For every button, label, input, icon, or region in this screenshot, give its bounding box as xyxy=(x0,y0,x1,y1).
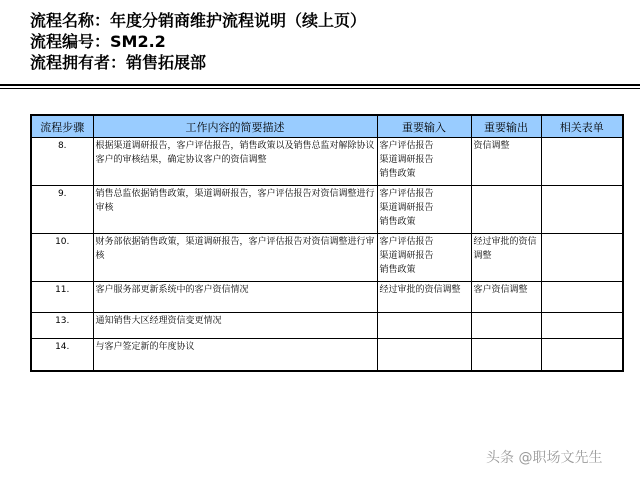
col-header-forms: 相关表单 xyxy=(541,115,623,138)
step-forms xyxy=(541,313,623,339)
step-number: 10. xyxy=(31,234,93,282)
step-inputs xyxy=(377,339,471,371)
step-output: 经过审批的资信调整 xyxy=(471,234,541,282)
step-number: 14. xyxy=(31,339,93,371)
input-item: 经过审批的资信调整 xyxy=(379,285,461,295)
step-inputs xyxy=(377,313,471,339)
step-output xyxy=(471,186,541,234)
step-output: 资信调整 xyxy=(471,138,541,186)
col-header-step: 流程步骤 xyxy=(31,115,93,138)
step-description: 销售总监依据销售政策，渠道调研报告，客户评估报告对资信调整进行审核 xyxy=(93,186,377,234)
input-item: 销售政策 xyxy=(379,217,416,227)
step-forms xyxy=(541,138,623,186)
step-description: 通知销售大区经理资信变更情况 xyxy=(93,313,377,339)
step-forms xyxy=(541,339,623,371)
table-row xyxy=(31,186,623,234)
watermark-text: 头条 @职场文先生 xyxy=(486,450,603,466)
step-output xyxy=(471,339,541,371)
input-item: 客户评估报告 xyxy=(379,141,434,151)
input-item: 销售政策 xyxy=(379,169,416,179)
process-table xyxy=(30,114,624,372)
step-description: 财务部依据销售政策，渠道调研报告，客户评估报告对资信调整进行审核 xyxy=(93,234,377,282)
input-item: 销售政策 xyxy=(379,265,416,275)
header-rule-thick xyxy=(0,84,640,86)
col-header-inputs: 重要输入 xyxy=(377,115,471,138)
step-forms xyxy=(541,186,623,234)
step-inputs xyxy=(377,282,471,313)
col-header-description: 工作内容的简要描述 xyxy=(93,115,377,138)
step-output: 客户资信调整 xyxy=(471,282,541,313)
input-item: 客户评估报告 xyxy=(379,237,434,247)
process-owner: 流程拥有者：销售拓展部 xyxy=(30,53,207,72)
header-rule-thin xyxy=(0,88,640,89)
step-number: 11. xyxy=(31,282,93,313)
step-description: 根据渠道调研报告，客户评估报告，销售政策以及销售总监对解除协议客户的审核结果，确定协议客户的资信调整 xyxy=(93,138,377,186)
step-forms xyxy=(541,282,623,313)
step-inputs xyxy=(377,234,471,282)
step-description: 客户服务部更新系统中的客户资信情况 xyxy=(93,282,377,313)
input-item: 渠道调研报告 xyxy=(379,203,434,213)
col-header-outputs: 重要输出 xyxy=(471,115,541,138)
table-row xyxy=(31,138,623,186)
document-header xyxy=(30,10,630,73)
input-item: 渠道调研报告 xyxy=(379,155,434,165)
step-number: 8. xyxy=(31,138,93,186)
process-name: 流程名称：年度分销商维护流程说明（续上页） xyxy=(30,11,367,30)
table-row xyxy=(31,282,623,313)
input-item: 渠道调研报告 xyxy=(379,251,434,261)
process-code: 流程编号：SM2.2 xyxy=(30,32,166,51)
step-number: 9. xyxy=(31,186,93,234)
step-inputs xyxy=(377,138,471,186)
table-row xyxy=(31,234,623,282)
table-header-row xyxy=(31,115,623,138)
step-forms xyxy=(541,234,623,282)
step-output xyxy=(471,313,541,339)
table-row xyxy=(31,339,623,371)
input-item: 客户评估报告 xyxy=(379,189,434,199)
step-number: 13. xyxy=(31,313,93,339)
step-inputs xyxy=(377,186,471,234)
step-description: 与客户签定新的年度协议 xyxy=(93,339,377,371)
table-row xyxy=(31,313,623,339)
